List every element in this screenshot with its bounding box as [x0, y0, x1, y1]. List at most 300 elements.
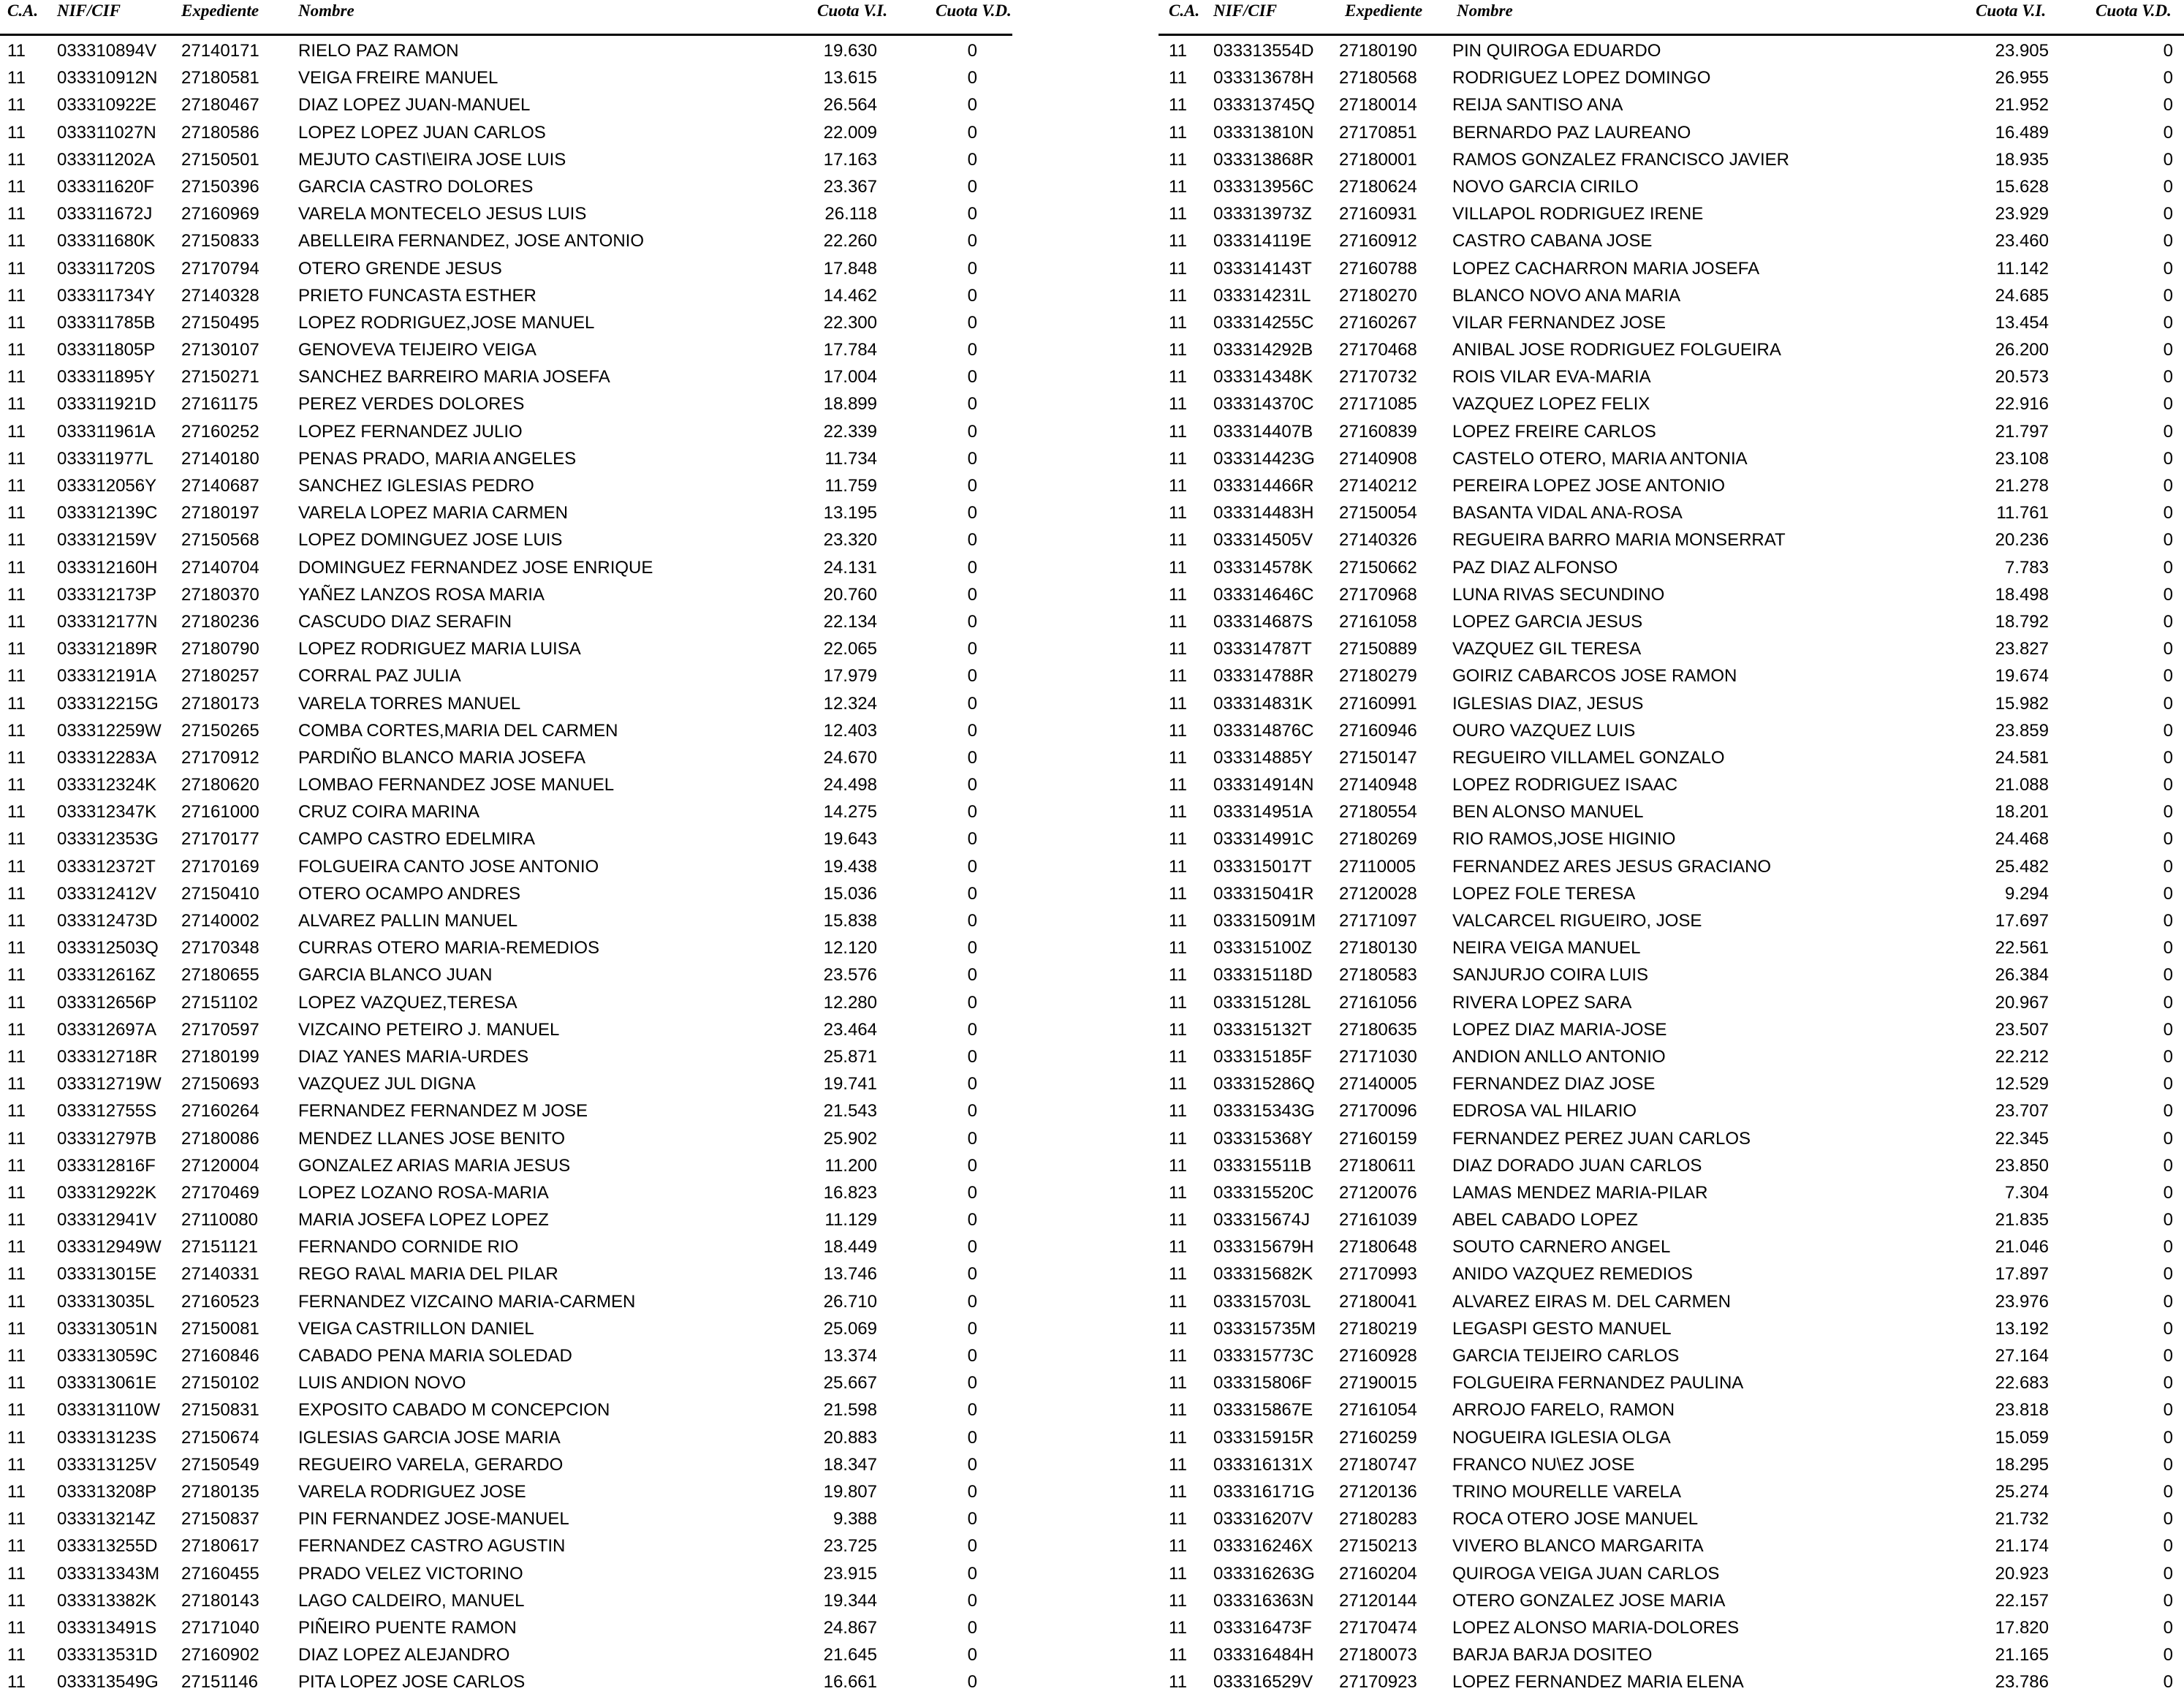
- row-nombre: LUNA RIVAS SECUNDINO: [1452, 584, 1665, 605]
- row-expediente: 27150693: [181, 1074, 259, 1094]
- row-expediente: 27150147: [1339, 747, 1417, 768]
- table-row: [0, 1368, 1012, 1395]
- row-expediente: 27180583: [1339, 965, 1417, 986]
- row-expediente: 27140331: [181, 1264, 259, 1285]
- row-nombre: LOPEZ CACHARRON MARIA JOSEFA: [1452, 258, 1760, 279]
- row-cuota-vd: 0: [967, 856, 977, 877]
- row-expediente: 27180135: [181, 1481, 259, 1502]
- row-expediente: 27170993: [1339, 1264, 1417, 1285]
- row-cuota-vi: 23.827: [1995, 639, 2049, 659]
- row-nif-cif: 033312215G: [57, 693, 159, 714]
- row-expediente: 27180617: [181, 1536, 259, 1557]
- table-row: [1159, 1069, 2184, 1096]
- row-cuota-vi: 12.120: [823, 938, 877, 958]
- row-expediente: 27120004: [181, 1155, 259, 1176]
- row-expediente: 27160839: [1339, 421, 1417, 442]
- row-cuota-vi: 25.482: [1995, 856, 2049, 877]
- table-row: [1159, 335, 2184, 362]
- row-cuota-vd: 0: [967, 992, 977, 1013]
- row-nombre: REIJA SANTISO ANA: [1452, 95, 1623, 116]
- row-ca: 11: [7, 1210, 26, 1230]
- table-row: [0, 254, 1012, 281]
- row-cuota-vi: 11.200: [824, 1155, 877, 1176]
- row-cuota-vd: 0: [967, 938, 977, 958]
- row-expediente: 27180370: [181, 584, 259, 605]
- row-nif-cif: 033315343G: [1213, 1101, 1315, 1122]
- table-row: [0, 1341, 1012, 1368]
- row-cuota-vi: 15.036: [823, 883, 877, 904]
- row-nif-cif: 033315286Q: [1213, 1074, 1315, 1094]
- row-expediente: 27160264: [181, 1101, 259, 1122]
- table-row: [1159, 634, 2184, 661]
- row-ca: 11: [7, 1019, 26, 1040]
- row-cuota-vd: 0: [967, 149, 977, 170]
- row-cuota-vi: 9.388: [833, 1509, 877, 1529]
- row-nombre: PARDIÑO BLANCO MARIA JOSEFA: [298, 747, 585, 768]
- row-nif-cif: 033313549G: [57, 1672, 159, 1693]
- row-nombre: BLANCO NOVO ANA MARIA: [1452, 285, 1681, 306]
- row-cuota-vi: 21.278: [1995, 476, 2049, 496]
- row-expediente: 27150889: [1339, 639, 1417, 659]
- row-nombre: LOPEZ DOMINGUEZ JOSE LUIS: [298, 530, 563, 551]
- row-ca: 11: [7, 503, 26, 523]
- row-nombre: SANCHEZ IGLESIAS PEDRO: [298, 476, 534, 496]
- row-expediente: 27180199: [181, 1046, 259, 1067]
- row-cuota-vd: 0: [2163, 992, 2173, 1013]
- table-row: [1159, 1042, 2184, 1069]
- table-row: [1159, 145, 2184, 172]
- row-cuota-vd: 0: [2163, 584, 2173, 605]
- row-ca: 11: [1169, 802, 1187, 823]
- row-cuota-vd: 0: [967, 584, 977, 605]
- row-expediente: 27180001: [1339, 149, 1417, 170]
- row-expediente: 27180790: [181, 639, 259, 659]
- row-nif-cif: 033313531D: [57, 1645, 158, 1665]
- row-cuota-vd: 0: [967, 639, 977, 659]
- row-nombre: LEGASPI GESTO MANUEL: [1452, 1318, 1672, 1339]
- row-ca: 11: [1169, 775, 1187, 795]
- row-cuota-vd: 0: [967, 775, 977, 795]
- row-expediente: 27150271: [181, 367, 259, 387]
- row-nif-cif: 033312797B: [57, 1128, 157, 1149]
- row-expediente: 27150102: [181, 1373, 259, 1394]
- row-ca: 11: [1169, 965, 1187, 986]
- table-row: [0, 1640, 1012, 1667]
- row-cuota-vi: 11.759: [824, 476, 877, 496]
- row-nombre: ARROJO FARELO, RAMON: [1452, 1400, 1675, 1421]
- table-row: [1159, 580, 2184, 607]
- row-cuota-vd: 0: [2163, 1427, 2173, 1448]
- row-nif-cif: 033314231L: [1213, 285, 1311, 306]
- row-nombre: PEREIRA LOPEZ JOSE ANTONIO: [1452, 476, 1725, 496]
- row-cuota-vd: 0: [2163, 1373, 2173, 1394]
- row-expediente: 27160969: [181, 204, 259, 224]
- row-cuota-vd: 0: [967, 95, 977, 116]
- row-cuota-vi: 24.670: [823, 747, 877, 768]
- row-ca: 11: [7, 1400, 26, 1421]
- row-ca: 11: [1169, 992, 1187, 1013]
- row-nombre: MARIA JOSEFA LOPEZ LOPEZ: [298, 1210, 549, 1230]
- row-cuota-vd: 0: [2163, 829, 2173, 850]
- row-ca: 11: [1169, 1400, 1187, 1421]
- row-expediente: 27180586: [181, 122, 259, 143]
- row-nif-cif: 033312160H: [57, 557, 158, 578]
- row-nombre: VIVERO BLANCO MARGARITA: [1452, 1536, 1704, 1557]
- row-ca: 11: [1169, 1454, 1187, 1475]
- row-cuota-vi: 23.460: [1995, 231, 2049, 252]
- row-ca: 11: [7, 829, 26, 850]
- row-nif-cif: 033311620F: [57, 176, 155, 197]
- row-cuota-vd: 0: [2163, 1019, 2173, 1040]
- row-expediente: 27140704: [181, 557, 259, 578]
- row-cuota-vi: 20.760: [823, 584, 877, 605]
- row-cuota-vi: 12.280: [823, 992, 877, 1013]
- row-nif-cif: 033311720S: [57, 258, 156, 279]
- table-row: [1159, 1124, 2184, 1151]
- row-cuota-vi: 22.065: [823, 639, 877, 659]
- header-ca: C.A.: [7, 1, 39, 20]
- row-expediente: 27120028: [1339, 883, 1417, 904]
- row-expediente: 27180655: [181, 965, 259, 986]
- table-row: [1159, 716, 2184, 743]
- row-cuota-vd: 0: [2163, 421, 2173, 442]
- row-cuota-vi: 21.046: [1995, 1237, 2049, 1258]
- row-cuota-vi: 23.576: [823, 965, 877, 986]
- row-nombre: LOPEZ VAZQUEZ,TERESA: [298, 992, 517, 1013]
- row-expediente: 27180236: [181, 611, 259, 632]
- row-cuota-vd: 0: [967, 1617, 977, 1638]
- row-nombre: OURO VAZQUEZ LUIS: [1452, 720, 1636, 741]
- row-expediente: 27180747: [1339, 1454, 1417, 1475]
- row-ca: 11: [1169, 258, 1187, 279]
- row-cuota-vd: 0: [2163, 312, 2173, 333]
- row-ca: 11: [7, 1509, 26, 1529]
- row-cuota-vd: 0: [2163, 95, 2173, 116]
- table-row: [0, 172, 1012, 199]
- row-nif-cif: 033310922E: [57, 95, 157, 116]
- row-ca: 11: [7, 775, 26, 795]
- row-cuota-vd: 0: [2163, 503, 2173, 523]
- row-cuota-vi: 16.823: [823, 1182, 877, 1203]
- row-cuota-vi: 13.192: [1995, 1318, 2049, 1339]
- header-expediente: Expediente: [1345, 1, 1423, 20]
- row-cuota-vd: 0: [967, 1318, 977, 1339]
- row-nif-cif: 033315773C: [1213, 1346, 1314, 1366]
- row-ca: 11: [1169, 41, 1187, 61]
- row-ca: 11: [7, 965, 26, 986]
- row-nombre: REGUEIRO VILLAMEL GONZALO: [1452, 747, 1725, 768]
- row-nif-cif: 033313123S: [57, 1427, 157, 1448]
- row-cuota-vi: 15.628: [1995, 176, 2049, 197]
- row-cuota-vd: 0: [2163, 476, 2173, 496]
- row-nombre: SANJURJO COIRA LUIS: [1452, 965, 1649, 986]
- row-ca: 11: [7, 938, 26, 958]
- row-nif-cif: 033316131X: [1213, 1454, 1313, 1475]
- row-ca: 11: [7, 883, 26, 904]
- row-nombre: RIO RAMOS,JOSE HIGINIO: [1452, 829, 1676, 850]
- row-nombre: MEJUTO CASTI\EIRA JOSE LUIS: [298, 149, 566, 170]
- row-ca: 11: [1169, 68, 1187, 88]
- row-nombre: RAMOS GONZALEZ FRANCISCO JAVIER: [1452, 149, 1789, 170]
- table-row: [0, 335, 1012, 362]
- row-expediente: 27180219: [1339, 1318, 1417, 1339]
- row-cuota-vd: 0: [967, 1155, 977, 1176]
- row-expediente: 27170348: [181, 938, 259, 958]
- row-nombre: OTERO OCAMPO ANDRES: [298, 883, 521, 904]
- row-ca: 11: [1169, 883, 1187, 904]
- row-expediente: 27180073: [1339, 1645, 1417, 1665]
- row-expediente: 27180041: [1339, 1291, 1417, 1312]
- row-ca: 11: [7, 231, 26, 252]
- row-cuota-vi: 17.697: [1995, 911, 2049, 931]
- header-nombre: Nombre: [298, 1, 354, 20]
- row-cuota-vd: 0: [967, 1454, 977, 1475]
- row-ca: 11: [7, 992, 26, 1013]
- row-nombre: GENOVEVA TEIJEIRO VEIGA: [298, 340, 536, 360]
- row-expediente: 27180568: [1339, 68, 1417, 88]
- row-cuota-vi: 11.129: [824, 1210, 877, 1230]
- row-ca: 11: [1169, 557, 1187, 578]
- row-nombre: CASCUDO DIAZ SERAFIN: [298, 611, 512, 632]
- row-cuota-vd: 0: [967, 231, 977, 252]
- table-row: [1159, 118, 2184, 145]
- row-cuota-vi: 12.529: [1995, 1074, 2049, 1094]
- row-expediente: 27180014: [1339, 95, 1417, 116]
- row-nombre: LAMAS MENDEZ MARIA-PILAR: [1452, 1182, 1708, 1203]
- row-nif-cif: 033312941V: [57, 1210, 157, 1230]
- row-expediente: 27160902: [181, 1645, 259, 1665]
- table-row: [0, 90, 1012, 117]
- row-cuota-vd: 0: [967, 1074, 977, 1094]
- row-cuota-vi: 22.683: [1995, 1373, 2049, 1394]
- row-nif-cif: 033312949W: [57, 1237, 162, 1258]
- row-cuota-vi: 23.320: [823, 530, 877, 551]
- row-ca: 11: [7, 149, 26, 170]
- row-nombre: RODRIGUEZ LOPEZ DOMINGO: [1452, 68, 1711, 88]
- row-expediente: 27161175: [181, 394, 258, 415]
- table-row: [1159, 281, 2184, 308]
- row-cuota-vi: 25.667: [823, 1373, 877, 1394]
- row-expediente: 27150410: [181, 883, 259, 904]
- row-expediente: 27140002: [181, 911, 259, 931]
- row-nif-cif: 033312473D: [57, 911, 158, 931]
- row-cuota-vi: 13.195: [823, 503, 877, 523]
- row-nif-cif: 033314687S: [1213, 611, 1313, 632]
- row-cuota-vi: 18.899: [823, 394, 877, 415]
- row-nif-cif: 033314292B: [1213, 340, 1313, 360]
- row-ca: 11: [7, 530, 26, 551]
- row-nombre: YAÑEZ LANZOS ROSA MARIA: [298, 584, 545, 605]
- row-nombre: PIN FERNANDEZ JOSE-MANUEL: [298, 1509, 569, 1529]
- row-cuota-vi: 26.200: [1995, 340, 2049, 360]
- row-ca: 11: [7, 421, 26, 442]
- row-cuota-vd: 0: [2163, 1237, 2173, 1258]
- table-row: [1159, 498, 2184, 525]
- table-row: [0, 607, 1012, 634]
- row-expediente: 27160991: [1339, 693, 1417, 714]
- row-cuota-vi: 25.274: [1995, 1481, 2049, 1502]
- row-ca: 11: [7, 340, 26, 360]
- row-nif-cif: 033313110W: [57, 1400, 160, 1421]
- row-cuota-vi: 21.165: [1995, 1645, 2049, 1665]
- table-row: [0, 525, 1012, 552]
- row-nombre: VILLAPOL RODRIGUEZ IRENE: [1452, 204, 1704, 224]
- row-ca: 11: [7, 258, 26, 279]
- table-row: [0, 1314, 1012, 1341]
- row-ca: 11: [1169, 176, 1187, 197]
- table-row: [1159, 417, 2184, 444]
- row-nif-cif: 033312259W: [57, 720, 162, 741]
- row-cuota-vi: 12.403: [823, 720, 877, 741]
- row-nombre: LUIS ANDION NOVO: [298, 1373, 466, 1394]
- row-nombre: BEN ALONSO MANUEL: [1452, 802, 1644, 823]
- row-ca: 11: [7, 476, 26, 496]
- row-ca: 11: [1169, 340, 1187, 360]
- row-expediente: 27150549: [181, 1454, 259, 1475]
- table-row: [0, 634, 1012, 661]
- row-cuota-vi: 19.807: [823, 1481, 877, 1502]
- table-row: [0, 1477, 1012, 1504]
- row-ca: 11: [7, 693, 26, 714]
- row-cuota-vd: 0: [2163, 1101, 2173, 1122]
- row-cuota-vi: 15.059: [1995, 1427, 2049, 1448]
- table-row: [1159, 63, 2184, 90]
- table-row: [0, 362, 1012, 389]
- row-cuota-vi: 13.615: [823, 68, 877, 88]
- row-ca: 11: [1169, 421, 1187, 442]
- row-nif-cif: 033315511B: [1213, 1155, 1312, 1176]
- table-row: [0, 1178, 1012, 1205]
- row-nombre: REGUEIRO VARELA, GERARDO: [298, 1454, 564, 1475]
- row-cuota-vd: 0: [2163, 1046, 2173, 1067]
- table-row: [1159, 471, 2184, 498]
- row-cuota-vd: 0: [967, 557, 977, 578]
- row-ca: 11: [1169, 720, 1187, 741]
- row-expediente: 27161058: [1339, 611, 1417, 632]
- row-expediente: 27171097: [1339, 911, 1417, 931]
- row-cuota-vd: 0: [2163, 1536, 2173, 1557]
- row-expediente: 27170169: [181, 856, 259, 877]
- table-row: [1159, 36, 2184, 63]
- table-row: [0, 1259, 1012, 1286]
- row-nif-cif: 033312372T: [57, 856, 156, 877]
- table-row: [1159, 389, 2184, 416]
- row-nombre: FERNANDEZ CASTRO AGUSTIN: [298, 1536, 566, 1557]
- row-nombre: BARJA BARJA DOSITEO: [1452, 1645, 1653, 1665]
- row-nif-cif: 033315806F: [1213, 1373, 1312, 1394]
- table-row: [1159, 1368, 2184, 1395]
- row-expediente: 27160159: [1339, 1128, 1417, 1149]
- row-nif-cif: 033316207V: [1213, 1509, 1313, 1529]
- row-expediente: 27151102: [181, 992, 258, 1013]
- row-cuota-vi: 22.212: [1995, 1046, 2049, 1067]
- row-expediente: 27110005: [1339, 856, 1416, 877]
- row-cuota-vi: 21.952: [1995, 95, 2049, 116]
- row-nif-cif: 033314370C: [1213, 394, 1314, 415]
- row-cuota-vi: 22.157: [1995, 1590, 2049, 1611]
- row-nif-cif: 033313343M: [57, 1563, 160, 1584]
- row-nif-cif: 033314831K: [1213, 693, 1313, 714]
- row-cuota-vd: 0: [2163, 639, 2173, 659]
- row-expediente: 27180467: [181, 95, 259, 116]
- table-row: [0, 1395, 1012, 1422]
- row-nombre: FOLGUEIRA CANTO JOSE ANTONIO: [298, 856, 599, 877]
- row-ca: 11: [1169, 1264, 1187, 1285]
- row-cuota-vd: 0: [967, 394, 977, 415]
- row-expediente: 27180581: [181, 68, 259, 88]
- row-ca: 11: [7, 666, 26, 687]
- row-ca: 11: [7, 1617, 26, 1638]
- row-ca: 11: [1169, 285, 1187, 306]
- table-row: [0, 1504, 1012, 1531]
- row-nif-cif: 033311027N: [57, 122, 156, 143]
- table-row: [1159, 1395, 2184, 1422]
- row-nombre: LOPEZ GARCIA JESUS: [1452, 611, 1643, 632]
- row-nombre: CAMPO CASTRO EDELMIRA: [298, 829, 536, 850]
- row-nombre: RIVERA LOPEZ SARA: [1452, 992, 1632, 1013]
- table-row: [1159, 525, 2184, 552]
- row-cuota-vi: 18.347: [823, 1454, 877, 1475]
- table-row: [1159, 661, 2184, 688]
- table-row: [1159, 1015, 2184, 1042]
- table-row: [0, 797, 1012, 824]
- row-nombre: FERNANDEZ FERNANDEZ M JOSE: [298, 1101, 588, 1122]
- row-cuota-vd: 0: [967, 911, 977, 931]
- row-expediente: 27120136: [1339, 1481, 1417, 1502]
- row-cuota-vd: 0: [967, 1427, 977, 1448]
- row-nif-cif: 033315368Y: [1213, 1128, 1313, 1149]
- right-table: [1159, 0, 2184, 1694]
- row-nif-cif: 033313810N: [1213, 122, 1314, 143]
- table-row: [0, 498, 1012, 525]
- row-expediente: 27190015: [1339, 1373, 1417, 1394]
- row-cuota-vd: 0: [967, 1019, 977, 1040]
- row-cuota-vd: 0: [967, 340, 977, 360]
- row-expediente: 27180197: [181, 503, 259, 523]
- row-nif-cif: 033311921D: [57, 394, 156, 415]
- row-expediente: 27150396: [181, 176, 259, 197]
- header-cuota-vd: Cuota V.D.: [2096, 1, 2172, 20]
- row-nif-cif: 033315128L: [1213, 992, 1311, 1013]
- row-expediente: 27160455: [181, 1563, 259, 1584]
- row-ca: 11: [7, 1536, 26, 1557]
- row-expediente: 27170851: [1339, 122, 1417, 143]
- row-cuota-vi: 23.367: [823, 176, 877, 197]
- row-ca: 11: [1169, 856, 1187, 877]
- row-nif-cif: 033313554D: [1213, 41, 1314, 61]
- row-nombre: REGO RA\AL MARIA DEL PILAR: [298, 1264, 558, 1285]
- row-cuota-vi: 17.897: [1995, 1264, 2049, 1285]
- row-ca: 11: [7, 584, 26, 605]
- row-expediente: 27140687: [181, 476, 259, 496]
- table-row: [0, 199, 1012, 226]
- row-nif-cif: 033312324K: [57, 775, 157, 795]
- row-cuota-vd: 0: [2163, 231, 2173, 252]
- row-cuota-vi: 15.838: [823, 911, 877, 931]
- row-expediente: 27170468: [1339, 340, 1417, 360]
- row-nif-cif: 033315132T: [1213, 1019, 1312, 1040]
- row-nif-cif: 033312816F: [57, 1155, 156, 1176]
- row-expediente: 27130107: [181, 340, 259, 360]
- row-nombre: LOPEZ DIAZ MARIA-JOSE: [1452, 1019, 1667, 1040]
- row-nif-cif: 033313214Z: [57, 1509, 156, 1529]
- row-ca: 11: [7, 1563, 26, 1584]
- right-table-body: [1159, 36, 2184, 1694]
- row-cuota-vi: 17.004: [823, 367, 877, 387]
- row-cuota-vi: 18.295: [1995, 1454, 2049, 1475]
- row-cuota-vd: 0: [2163, 1617, 2173, 1638]
- row-nombre: NEIRA VEIGA MANUEL: [1452, 938, 1641, 958]
